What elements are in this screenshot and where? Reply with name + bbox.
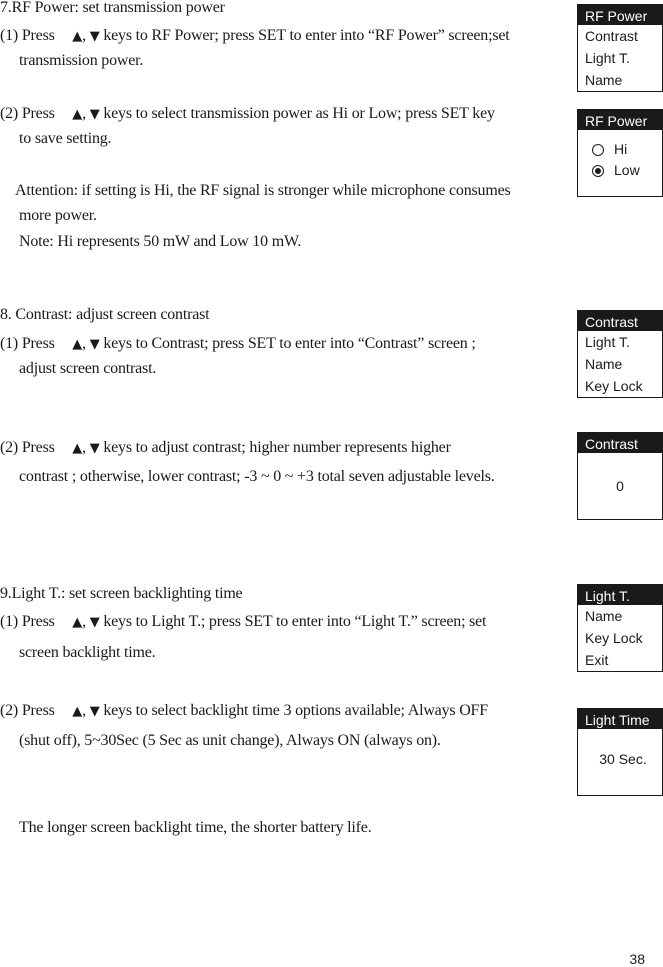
- down-arrow-icon: ▼: [89, 615, 100, 630]
- comma: ,: [82, 702, 86, 719]
- rf-step2: [0, 104, 495, 125]
- rf-note: Note: Hi represents 50 mW and Low 10 mW.: [19, 233, 302, 250]
- down-arrow-icon: ▼: [89, 107, 100, 122]
- lcd-highlight-item: Light T.: [578, 585, 662, 605]
- contrast-step1-cont: adjust screen contrast.: [19, 360, 157, 377]
- step-text: keys to RF Power; press SET to enter into “RF Power” screen;set: [103, 27, 510, 44]
- lcd-rf-menu: [577, 4, 663, 92]
- lcd-menu-item: Light T.: [585, 334, 630, 350]
- contrast-step2: [0, 438, 451, 459]
- comma: ,: [82, 613, 86, 630]
- up-arrow-icon: ▲: [72, 337, 83, 352]
- rf-attention-cont: more power.: [19, 207, 97, 224]
- lcd-title: Contrast: [578, 433, 662, 453]
- step-number: (1) Press: [0, 27, 55, 44]
- down-arrow-icon: ▼: [89, 441, 100, 456]
- lcd-menu-item: Name: [585, 72, 623, 88]
- lcd-value: 0: [616, 478, 624, 494]
- contrast-heading: 8. Contrast: adjust screen contrast: [0, 306, 210, 323]
- light-step1: [0, 612, 486, 633]
- up-arrow-icon: ▲: [72, 441, 83, 456]
- rf-step1: [0, 26, 510, 47]
- down-arrow-icon: ▼: [89, 29, 100, 44]
- step-number: (2) Press: [0, 439, 55, 456]
- light-footer-note: The longer screen backlight time, the shorter battery life.: [19, 819, 372, 836]
- comma: ,: [82, 105, 86, 122]
- lcd-option-hi: Hi: [592, 139, 662, 160]
- lcd-menu-item: Key Lock: [585, 378, 643, 394]
- lcd-option-low: Low: [592, 160, 662, 181]
- step-text: keys to select transmission power as Hi or Low; press SET key: [103, 105, 495, 122]
- radio-selected-icon: [592, 165, 604, 177]
- comma: ,: [82, 439, 86, 456]
- lcd-highlight-item: Contrast: [578, 311, 662, 331]
- contrast-step2-cont: contrast ; otherwise, lower contrast; -3 ~ 0 ~ +3 total seven adjustable levels.: [19, 468, 495, 485]
- light-step1-cont: screen backlight time.: [19, 644, 156, 661]
- lcd-menu-item: Exit: [585, 652, 609, 668]
- lcd-menu-item: Light T.: [585, 50, 630, 66]
- light-heading: 9.Light T.: set screen backlighting time: [0, 585, 243, 602]
- rf-heading: 7.RF Power: set transmission power: [0, 0, 225, 16]
- lcd-title: RF Power: [578, 110, 662, 130]
- lcd-menu-item: Name: [585, 356, 623, 372]
- down-arrow-icon: ▼: [89, 704, 100, 719]
- radio-icon: [592, 144, 604, 156]
- contrast-step1: [0, 334, 476, 355]
- lcd-contrast-value: [577, 432, 663, 520]
- lcd-rf-select: [577, 109, 663, 197]
- step-text: keys to Light T.; press SET to enter into “Light T.” screen; set: [103, 613, 487, 630]
- comma: ,: [82, 27, 86, 44]
- up-arrow-icon: ▲: [72, 107, 83, 122]
- down-arrow-icon: ▼: [89, 337, 100, 352]
- rf-attention: Attention: if setting is Hi, the RF signal is stronger while microphone consumes: [15, 182, 511, 199]
- rf-step2-cont: to save setting.: [19, 130, 112, 147]
- lcd-menu-item: Contrast: [585, 28, 638, 44]
- step-number: (2) Press: [0, 702, 55, 719]
- up-arrow-icon: ▲: [72, 615, 83, 630]
- light-step2-cont: (shut off), 5~30Sec (5 Sec as unit change), Always ON (always on).: [19, 732, 441, 749]
- page-number: 38: [629, 951, 645, 967]
- lcd-title: Light Time: [578, 709, 662, 729]
- up-arrow-icon: ▲: [72, 704, 83, 719]
- lcd-value: 30 Sec.: [599, 751, 647, 767]
- lcd-menu-item: Key Lock: [585, 630, 643, 646]
- lcd-light-menu: [577, 584, 663, 672]
- lcd-menu-item: Name: [585, 608, 623, 624]
- step-number: (1) Press: [0, 335, 55, 352]
- lcd-light-value: [577, 708, 663, 796]
- step-text: keys to adjust contrast; higher number represents higher: [103, 439, 451, 456]
- step-number: (1) Press: [0, 613, 55, 630]
- step-number: (2) Press: [0, 105, 55, 122]
- step-text: keys to Contrast; press SET to enter into “Contrast” screen ;: [103, 335, 476, 352]
- rf-step1-cont: transmission power.: [19, 52, 144, 69]
- comma: ,: [82, 335, 86, 352]
- step-text: keys to select backlight time 3 options available; Always OFF: [103, 702, 488, 719]
- lcd-highlight-item: RF Power: [578, 5, 662, 25]
- light-step2: [0, 701, 488, 722]
- up-arrow-icon: ▲: [72, 29, 83, 44]
- lcd-contrast-menu: [577, 310, 663, 398]
